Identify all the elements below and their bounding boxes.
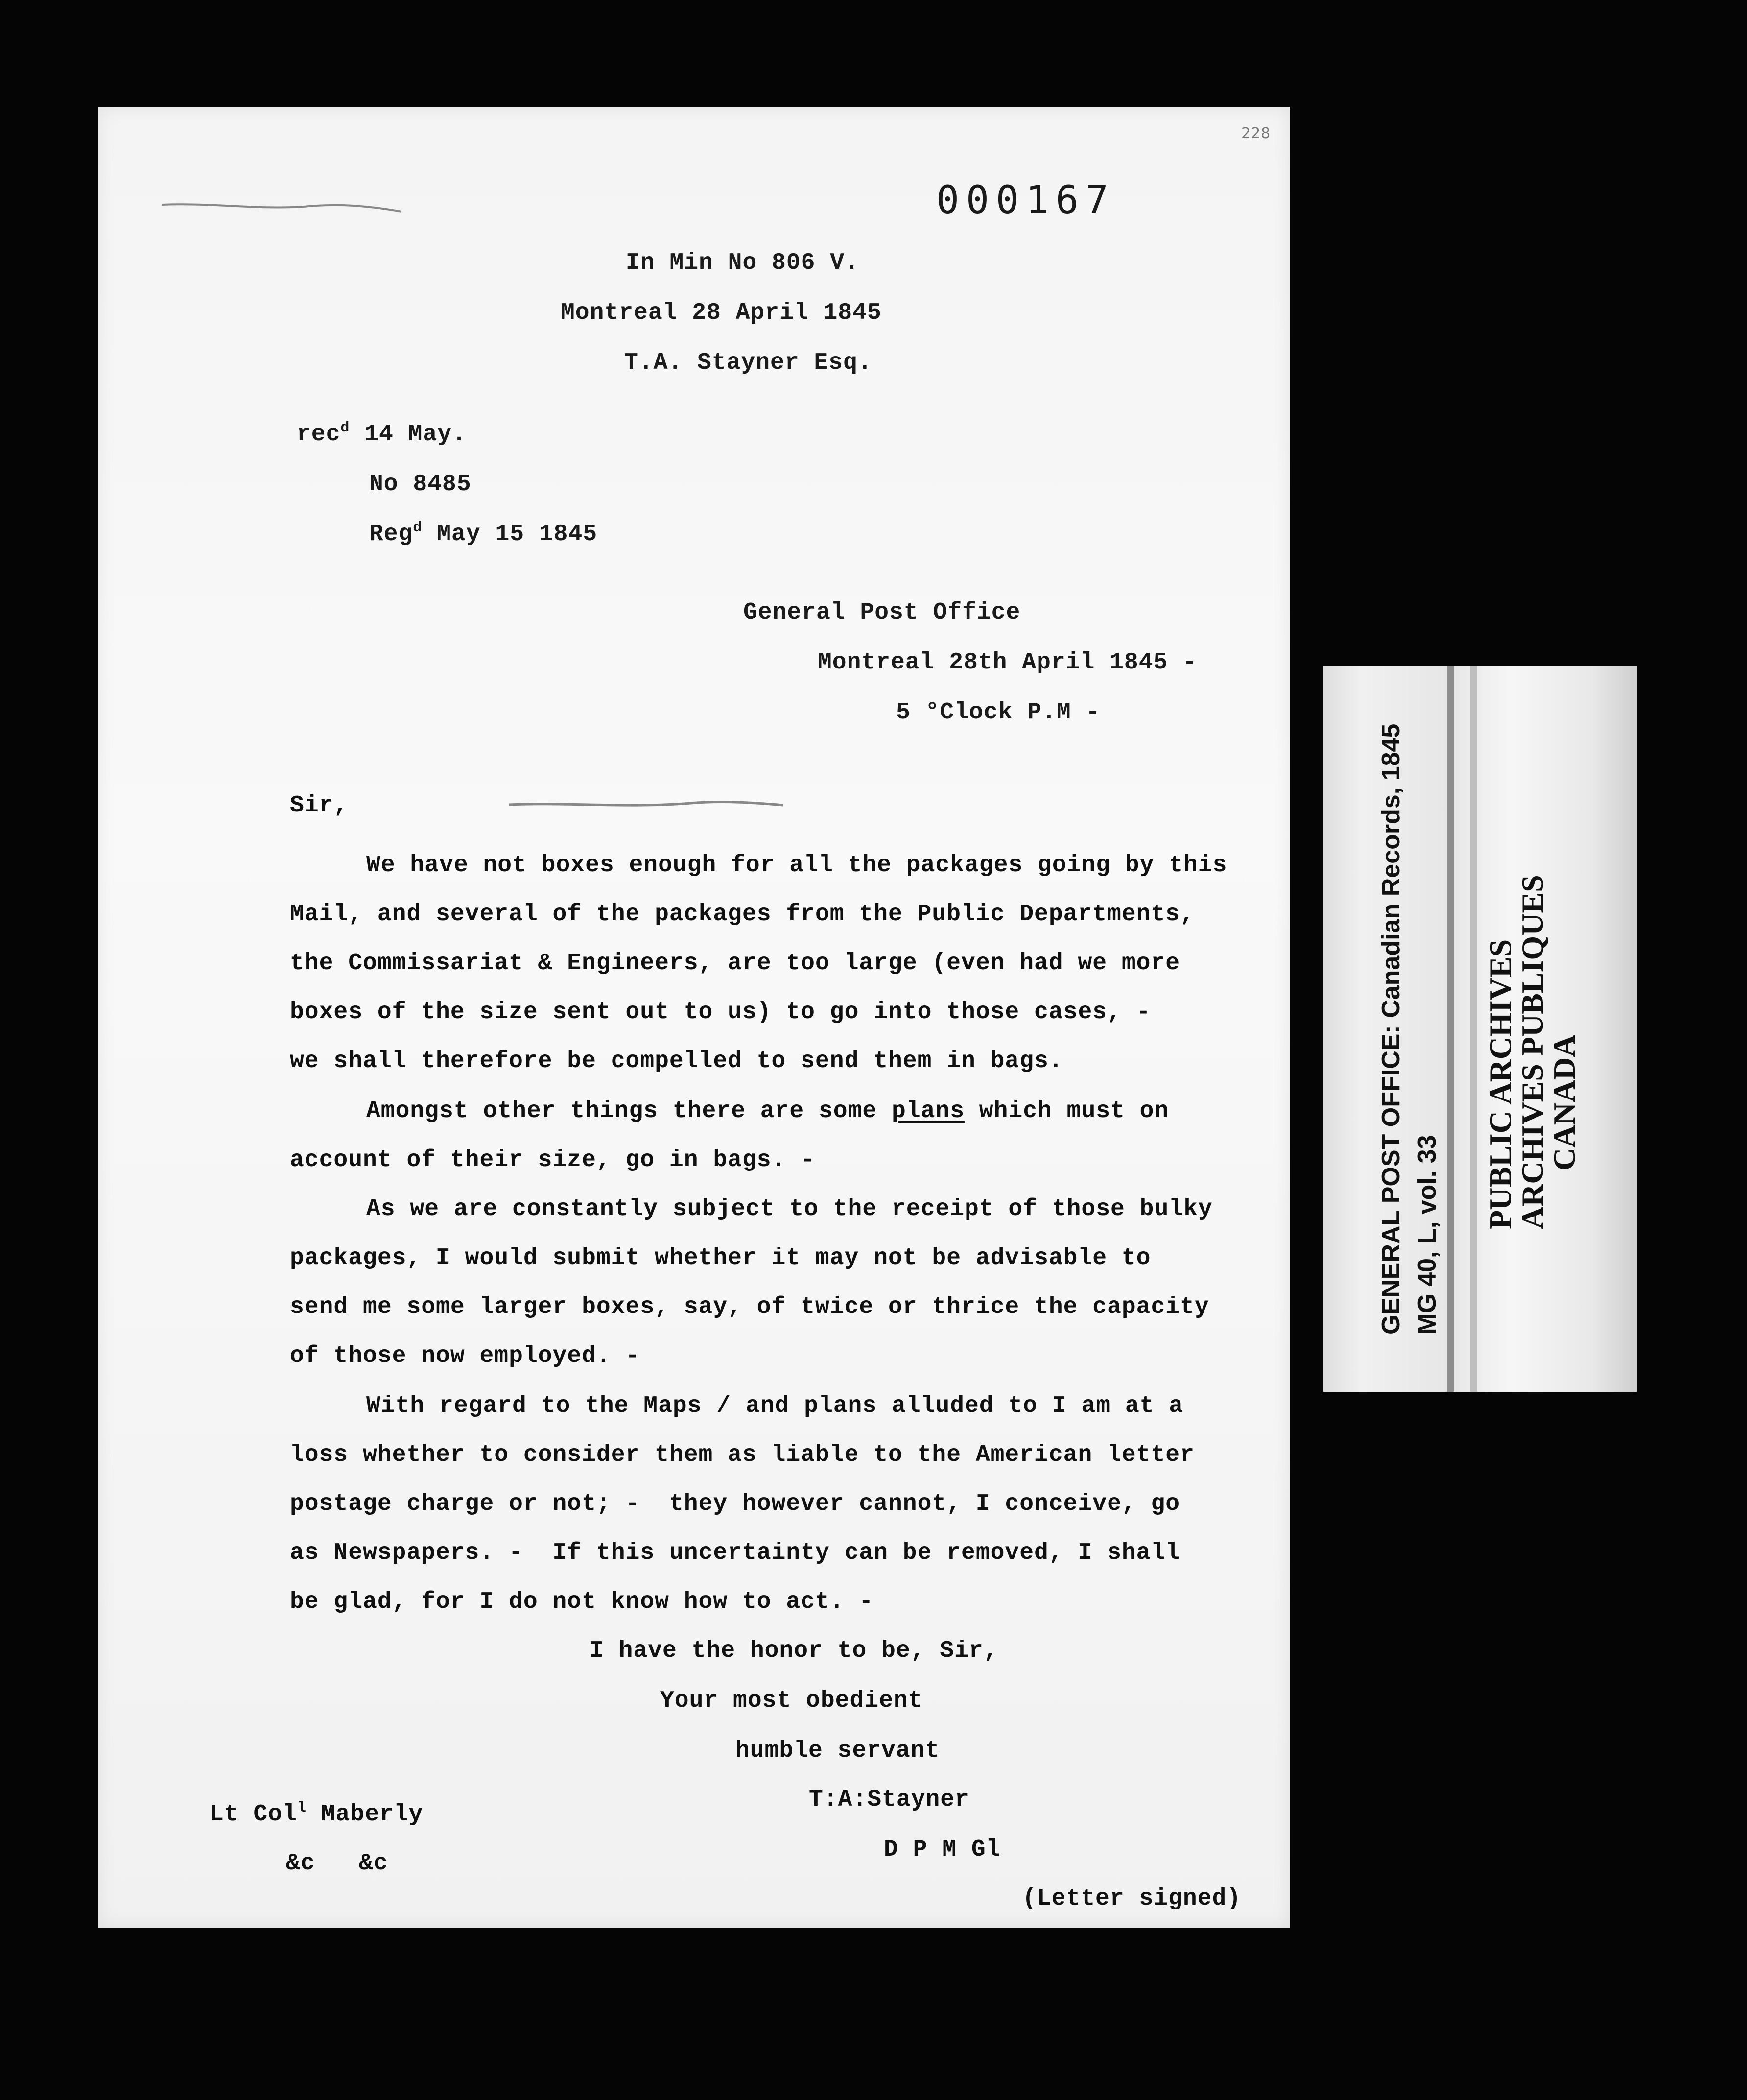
header-place-date: Montreal 28 April 1845	[561, 300, 882, 326]
letter-signed-note: (Letter signed)	[1022, 1885, 1242, 1912]
label-collection: GENERAL POST OFFICE: Canadian Records, 1845	[1377, 723, 1405, 1335]
minute-reference: In Min No 806 V.	[626, 250, 859, 276]
body-line: packages, I would submit whether it may not be advisable to	[290, 1245, 1151, 1271]
body-line: the Commissariat & Engineers, are too large (even had we more	[290, 950, 1180, 977]
label-country: CANADA	[1547, 1034, 1582, 1170]
closing-line: humble servant	[735, 1738, 940, 1764]
label-fold-line	[1447, 666, 1454, 1392]
pencil-folio-number: 228	[1241, 125, 1271, 142]
body-line: loss whether to consider them as liable to the American letter	[290, 1442, 1195, 1468]
label-fold-line	[1470, 666, 1477, 1392]
label-institution-en: PUBLIC ARCHIVES	[1483, 939, 1518, 1229]
recipient-name: Lt Col$^l$ Maberly	[210, 1800, 424, 1828]
sender-time: 5 °Clock P.M -	[896, 699, 1101, 726]
closing-line: Your most obedient	[660, 1688, 923, 1714]
body-line: As we are constantly subject to the receipt of those bulky	[366, 1196, 1213, 1222]
letter-sheet	[98, 107, 1290, 1928]
body-line: postage charge or not; - they however cannot, I conceive, go	[290, 1491, 1180, 1517]
signatory-title: D P M Gl	[884, 1837, 1001, 1863]
body-line: as Newspapers. - If this uncertainty can be removed, I shall	[290, 1540, 1180, 1566]
recipient-etc: &c &c	[286, 1850, 388, 1877]
label-institution-fr: ARCHIVES PUBLIQUES	[1515, 875, 1550, 1229]
label-reference: MG 40, L, vol. 33	[1413, 1135, 1441, 1335]
header-addressee: T.A. Stayner Esq.	[624, 350, 873, 376]
closing-line: I have the honor to be, Sir,	[590, 1638, 998, 1664]
pen-stroke-mark	[504, 792, 788, 817]
registry-number: No 8485	[369, 471, 472, 498]
underlined-word: plans	[891, 1098, 965, 1124]
signature-name: T:A:Stayner	[809, 1787, 969, 1813]
body-line: we shall therefore be compelled to send them in bags.	[290, 1048, 1063, 1074]
body-line: send me some larger boxes, say, of twice or thrice the capacity	[290, 1294, 1209, 1320]
archive-label-strip	[1323, 666, 1637, 1392]
body-line: be glad, for I do not know how to act. -	[290, 1589, 874, 1615]
pen-stroke-mark	[157, 190, 450, 219]
body-line: With regard to the Maps / and plans alluded to I am at a	[366, 1393, 1184, 1419]
sender-office: General Post Office	[743, 599, 1021, 626]
body-line: boxes of the size sent out to us) to go into those cases, -	[290, 999, 1151, 1026]
body-line: Mail, and several of the packages from the Public Departments,	[290, 901, 1195, 928]
body-line: of those now employed. -	[290, 1343, 640, 1369]
registered-note: Reg$^d$ May 15 1845	[369, 520, 598, 548]
body-line: We have not boxes enough for all the packages going by this	[366, 852, 1228, 879]
salutation: Sir,	[290, 792, 349, 819]
sender-date: Montreal 28th April 1845 -	[818, 649, 1197, 676]
body-line: Amongst other things there are some plans which must on	[366, 1098, 1169, 1124]
body-line: account of their size, go in bags. -	[290, 1147, 815, 1173]
received-note: rec$^d$ 14 May.	[297, 420, 467, 448]
document-number-stamp: 000167	[936, 178, 1115, 222]
